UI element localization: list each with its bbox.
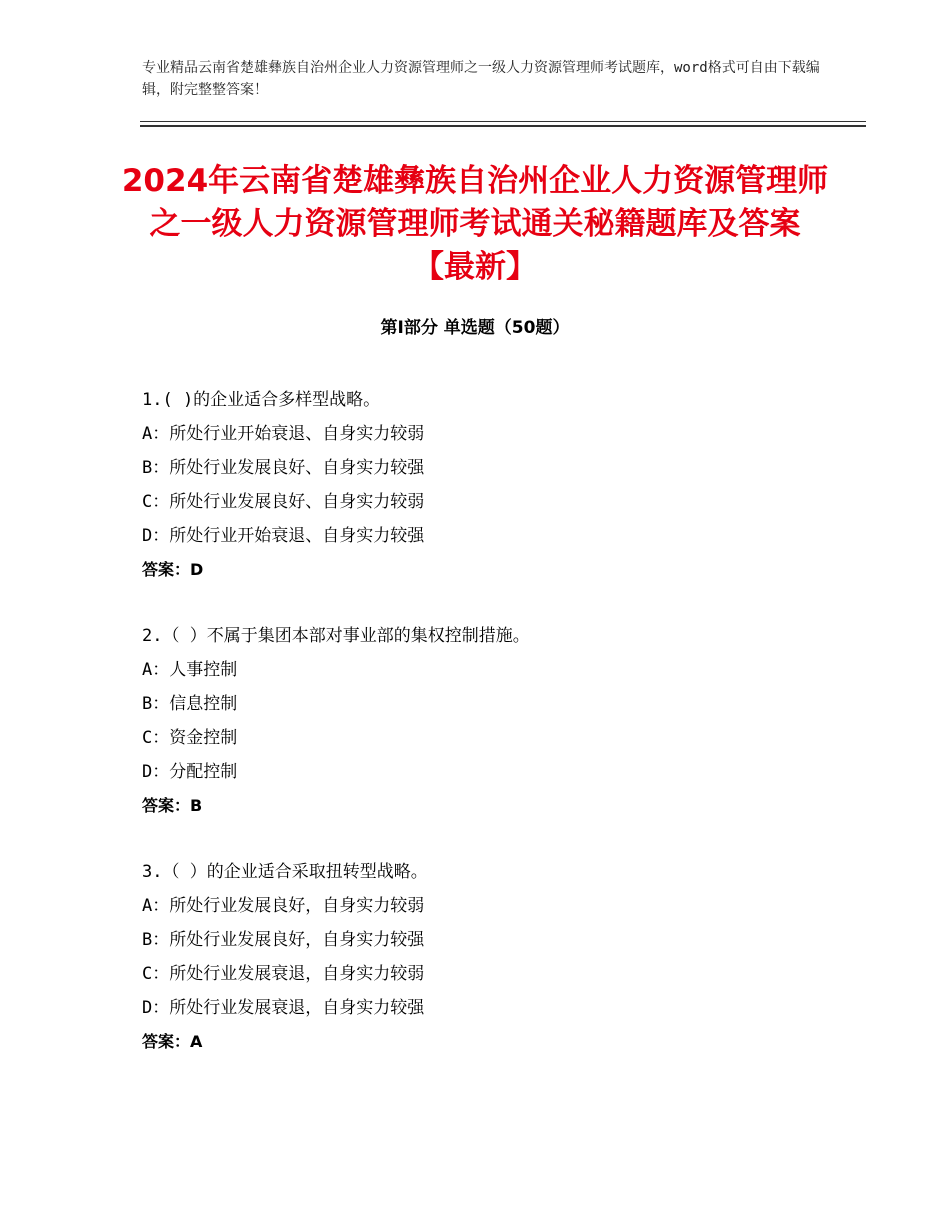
document-title: 2024年云南省楚雄彝族自治州企业人力资源管理师之一级人力资源管理师考试通关秘籍题库及答案【最新】 (121, 163, 829, 285)
question-stem: 2.（ ）不属于集团本部对事业部的集权控制措施。 (142, 626, 530, 646)
answer: 答案：B (142, 796, 203, 815)
question-stem: 1.( )的企业适合多样型战略。 (142, 390, 381, 410)
option-b: B：所处行业发展良好、自身实力较强 (142, 458, 425, 478)
option-c: C：所处行业发展良好、自身实力较弱 (142, 492, 425, 512)
answer: 答案：D (142, 560, 204, 579)
option-b: B：信息控制 (142, 694, 238, 714)
option-c: C：资金控制 (142, 728, 238, 748)
option-a: A：人事控制 (142, 660, 238, 680)
header-divider-thick (140, 125, 866, 127)
question-3 (142, 855, 842, 1059)
header-divider-thin (140, 121, 866, 122)
question-list (142, 383, 842, 1091)
header-note: 专业精品云南省楚雄彝族自治州企业人力资源管理师之一级人力资源管理师考试题库，word格式可自由下载编辑，附完整整答案！ (142, 60, 820, 98)
option-d: D：所处行业开始衰退、自身实力较强 (142, 526, 425, 546)
option-a: A：所处行业开始衰退、自身实力较弱 (142, 424, 425, 444)
section-heading: 第Ⅰ部分 单选题（50题） (380, 318, 570, 338)
option-d: D：分配控制 (142, 762, 238, 782)
answer: 答案：A (142, 1032, 203, 1051)
option-b: B：所处行业发展良好，自身实力较强 (142, 930, 425, 950)
question-2 (142, 619, 842, 823)
option-c: C：所处行业发展衰退，自身实力较弱 (142, 964, 425, 984)
question-stem: 3.（ ）的企业适合采取扭转型战略。 (142, 862, 428, 882)
question-1 (142, 383, 842, 587)
option-d: D：所处行业发展衰退，自身实力较强 (142, 998, 425, 1018)
option-a: A：所处行业发展良好，自身实力较弱 (142, 896, 425, 916)
